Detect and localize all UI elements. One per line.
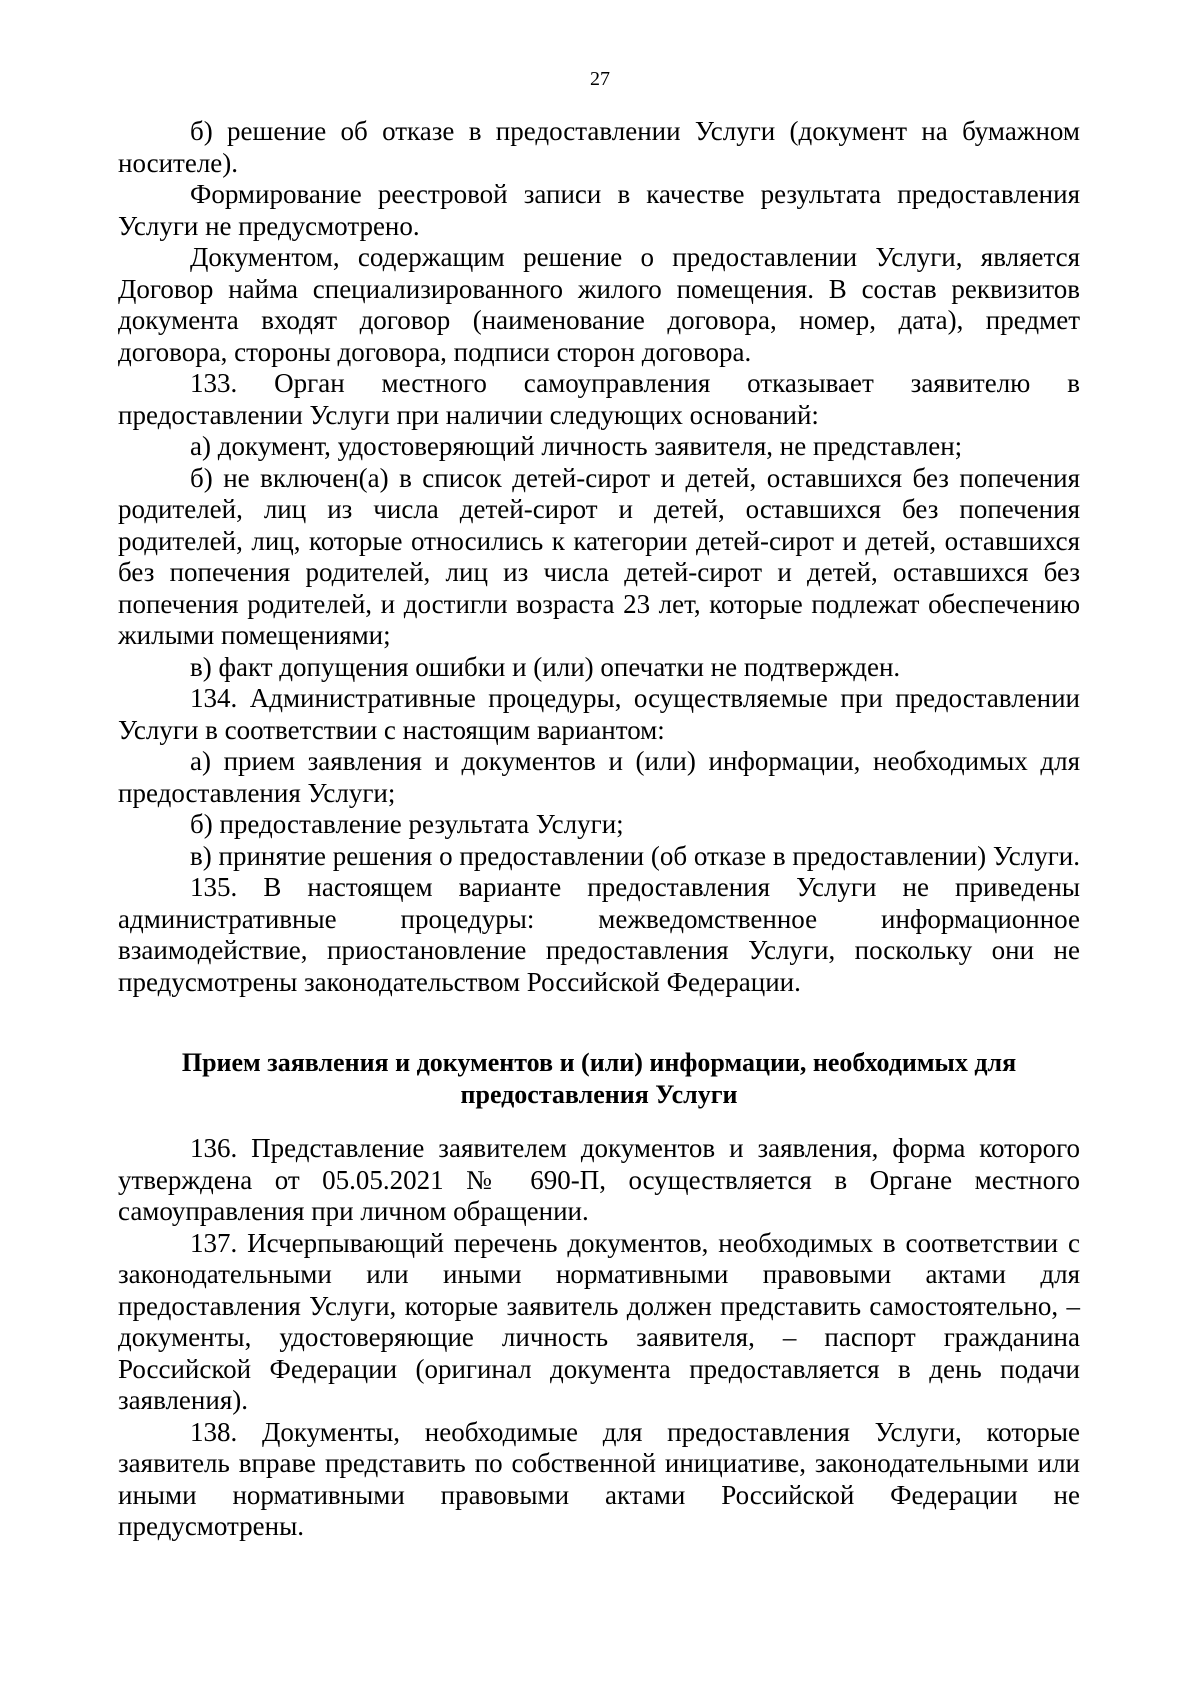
paragraph-134-v: в) принятие решения о предоставлении (об отказе в предоставлении) Услуги. xyxy=(190,840,1080,871)
paragraph-133-a: а) документ, удостоверяющий личность заявителя, не представлен; xyxy=(190,431,963,461)
section-heading-line-2: предоставления Услуги xyxy=(460,1079,738,1109)
paragraph-134: 134. Административные процедуры, осуществляемые при предоставлении Услуги в соответствии с настоящим вариантом: xyxy=(118,683,1080,745)
paragraph-133-v: в) факт допущения ошибки и (или) опечатки не подтвержден. xyxy=(190,651,901,682)
paragraph-decision-document: Документом, содержащим решение о предоставлении Услуги, является Договор найма специализированного жилого помещения. В состав реквизитов документа входят договор (наименование договора, номер, дата), предмет договора, стороны договора, подписи сторон договора. xyxy=(118,242,1080,367)
section-heading-line-1: Прием заявления и документов и (или) информации, необходимых для xyxy=(181,1048,1017,1077)
paragraph-136: 136. Представление заявителем документов и заявления, форма которого утверждена от 05.05.2021 № 690-П, осуществляется в Органе местного самоуправления при личном обращении. xyxy=(118,1133,1080,1226)
paragraph-134-a: а) прием заявления и документов и (или) информации, необходимых для предоставления Услуги; xyxy=(118,746,1080,808)
page-number: 27 xyxy=(590,68,610,90)
paragraph-138: 138. Документы, необходимые для предоставления Услуги, которые заявитель вправе представить по собственной инициативе, законодательными или иными нормативными правовыми актами Российской Федерации не предусмотрены. xyxy=(118,1416,1080,1541)
document-body xyxy=(118,116,1080,1543)
paragraph-134-b: б) предоставление результата Услуги; xyxy=(190,809,624,839)
paragraph-result-refusal: б) решение об отказе в предоставлении Услуги (документ на бумажном носителе). xyxy=(118,116,1080,178)
paragraph-135: 135. В настоящем варианте предоставления Услуги не приведены административные процедуры: межведомственное информационное взаимодействие, приостановление предоставления Услуги, поскольку они не предусмотрены законодательством Российской Федерации. xyxy=(118,872,1080,997)
paragraph-133: 133. Орган местного самоуправления отказывает заявителю в предоставлении Услуги при наличии следующих оснований: xyxy=(118,368,1080,430)
paragraph-registry-record: Формирование реестровой записи в качестве результата предоставления Услуги не предусмотрено. xyxy=(118,179,1080,241)
paragraph-133-b: б) не включен(а) в список детей-сирот и детей, оставшихся без попечения родителей, лиц из числа детей-сирот и детей, оставшихся без попечения родителей, лиц, которые относились к категории детей-сирот и детей, оставшихся без попечения родителей, лиц из числа детей-сирот и детей, оставшихся без попечения родителей, и достигли возраста 23 лет, которые подлежат обеспечению жилыми помещениями; xyxy=(118,462,1080,650)
section-heading xyxy=(118,1047,1080,1110)
paragraph-137: 137. Исчерпывающий перечень документов, необходимых в соответствии с законодательными или иными нормативными правовыми актами для предоставления Услуги, которые заявитель должен представить самостоятельно, – документы, удостоверяющие личность заявителя, – паспорт гражданина Российской Федерации (оригинал документа предоставляется в день подачи заявления). xyxy=(118,1227,1080,1415)
